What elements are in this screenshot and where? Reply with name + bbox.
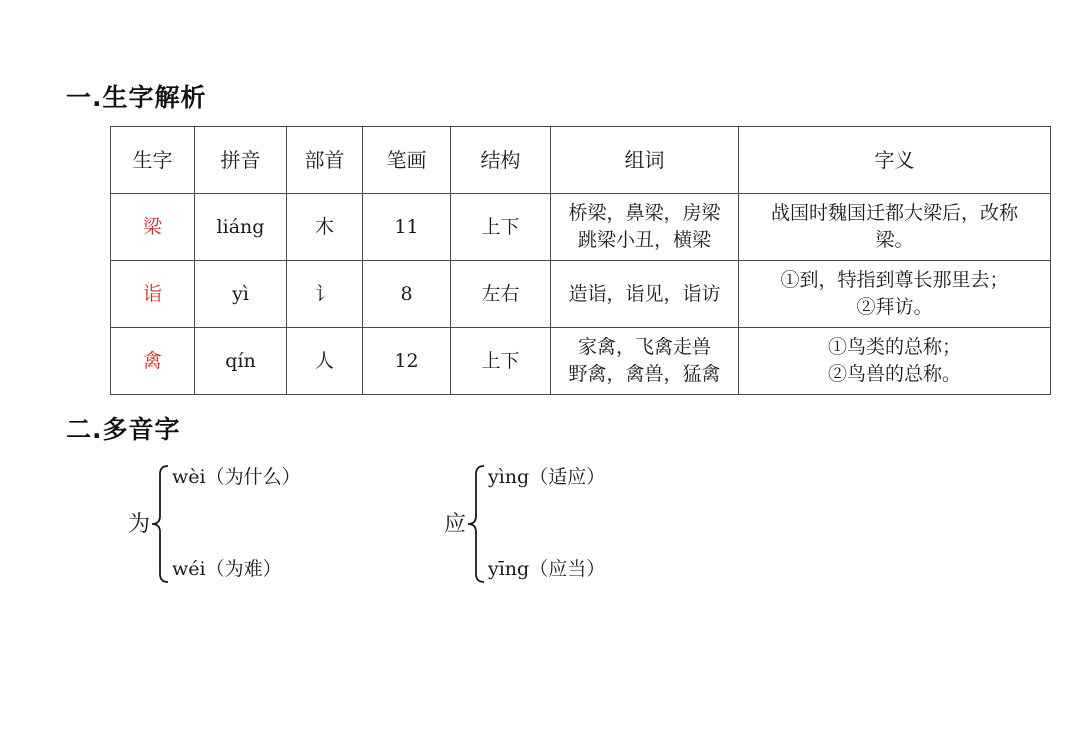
- radical-cell: 讠: [287, 261, 363, 328]
- meaning-line: ②鸟兽的总称。: [827, 363, 961, 385]
- character-cell: 禽: [111, 328, 195, 395]
- column-header: 组词: [551, 127, 739, 194]
- meaning-line: 梁。: [875, 229, 914, 251]
- table-row: [111, 194, 1051, 261]
- section-heading-polyphones: 二.多音字: [66, 415, 181, 444]
- meaning-line: ①到，特指到尊长那里去；: [780, 269, 1009, 291]
- polyphone-group: [444, 462, 704, 586]
- polyphone-reading: yīng（应当）: [488, 558, 606, 580]
- table-row: [111, 261, 1051, 328]
- meaning-line: ②拜访。: [856, 296, 933, 318]
- words-cell: [551, 194, 739, 261]
- polyphone-character: 为: [128, 512, 151, 537]
- character-cell: 梁: [111, 194, 195, 261]
- column-header: 结构: [451, 127, 551, 194]
- column-header: 部首: [287, 127, 363, 194]
- meaning-cell: [739, 328, 1051, 395]
- radical-cell: 人: [287, 328, 363, 395]
- word-line: 造诣，诣见，诣访: [568, 282, 721, 305]
- word-line: 跳梁小丑，横梁: [577, 229, 711, 251]
- radical-cell: 木: [287, 194, 363, 261]
- polyphone-reading: yìng（适应）: [488, 466, 606, 488]
- strokes-cell: 11: [363, 194, 451, 261]
- polyphone-reading: wèi（为什么）: [172, 466, 301, 488]
- pinyin-cell: liáng: [195, 194, 287, 261]
- polyphone-reading: wéi（为难）: [172, 558, 282, 580]
- polyphone-group: [128, 462, 388, 586]
- meaning-line: 战国时魏国迁都大梁后，改称: [770, 202, 1018, 224]
- column-header: 生字: [111, 127, 195, 194]
- section-heading-character-analysis: 一.生字解析: [66, 83, 207, 112]
- character-analysis-table: [110, 126, 1051, 395]
- pinyin-cell: qín: [195, 328, 287, 395]
- word-line: 家禽，飞禽走兽: [577, 336, 711, 358]
- character-cell: 诣: [111, 261, 195, 328]
- column-header: 笔画: [363, 127, 451, 194]
- structure-cell: 上下: [451, 194, 551, 261]
- meaning-cell: [739, 194, 1051, 261]
- pinyin-cell: yì: [195, 261, 287, 328]
- meaning-cell: [739, 261, 1051, 328]
- column-header: 字义: [739, 127, 1051, 194]
- polyphone-character: 应: [444, 512, 467, 537]
- curly-brace-icon: [148, 462, 172, 586]
- meaning-line: ①鸟类的总称；: [827, 336, 961, 358]
- column-header: 拼音: [195, 127, 287, 194]
- structure-cell: 左右: [451, 261, 551, 328]
- words-cell: [551, 328, 739, 395]
- table-row: [111, 328, 1051, 395]
- structure-cell: 上下: [451, 328, 551, 395]
- strokes-cell: 8: [363, 261, 451, 328]
- word-line: 野禽，禽兽，猛禽: [568, 363, 721, 385]
- strokes-cell: 12: [363, 328, 451, 395]
- words-cell: [551, 261, 739, 328]
- word-line: 桥梁，鼻梁，房梁: [568, 202, 721, 224]
- table-header-row: [111, 127, 1051, 194]
- curly-brace-icon: [464, 462, 488, 586]
